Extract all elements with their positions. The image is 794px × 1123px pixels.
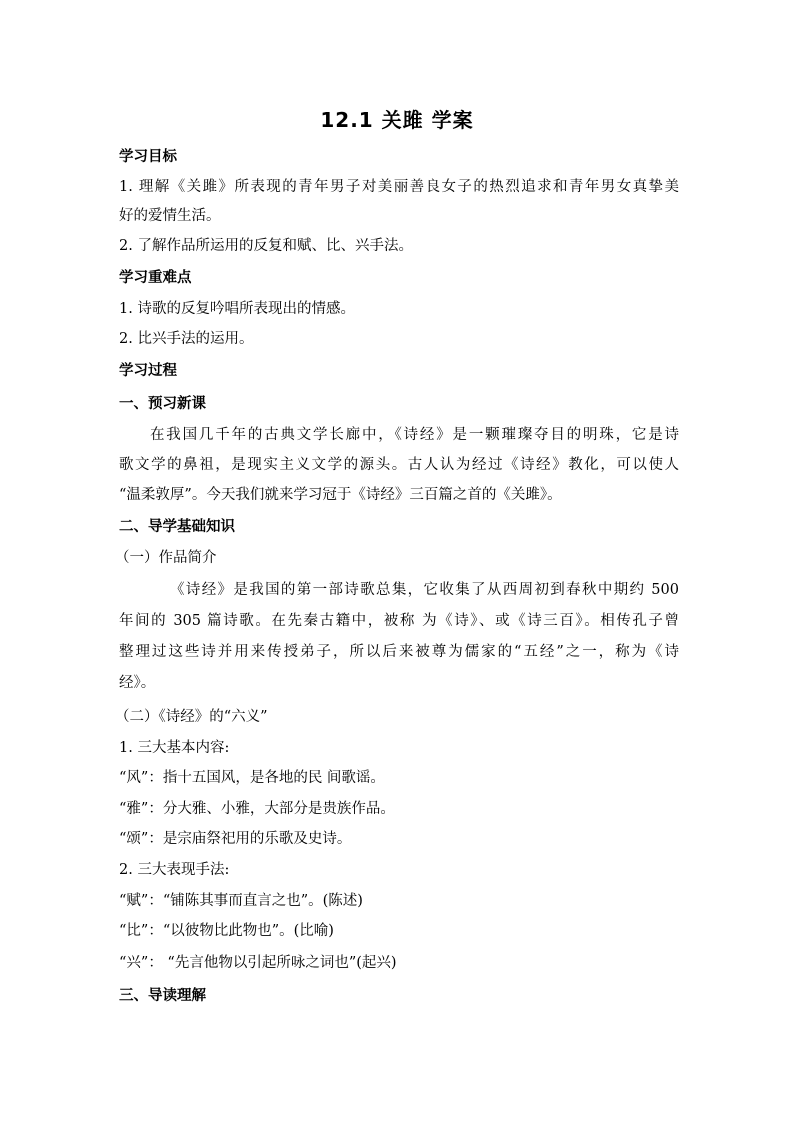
goal-2: 2. 了解作品所运用的反复和赋、比、兴手法。 xyxy=(119,238,413,254)
content-ya: “雅”：分大雅、小雅，大部分是贵族作品。 xyxy=(119,801,395,817)
section-2-heading: 二、导学基础知识 xyxy=(119,519,235,535)
preview-line-2: 歌文学的鼻祖，是现实主义文学的源头。古人认为经过《诗经》教化，可以使人 xyxy=(119,457,679,473)
intro-line-3: 整理过这些诗并用来传授弟子，所以后来被尊为儒家的“五经”之一，称为《诗 xyxy=(119,644,679,660)
technique-bi: “比”：“以彼物比此物也”。(比喻) xyxy=(119,923,334,939)
technique-heading: 2. 三大表现手法: xyxy=(119,862,230,878)
key-points-heading: 学习重难点 xyxy=(119,270,192,286)
intro-line-1: 《诗经》是我国的第一部诗歌总集，它收集了从西周初到春秋中期约 500 xyxy=(170,582,679,598)
goal-1-line-1: 1. 理解《关雎》所表现的青年男子对美丽善良女子的热烈追求和青年男女真挚美 xyxy=(119,179,679,195)
sub-1-heading: （一）作品简介 xyxy=(115,550,217,566)
intro-line-2: 年间的 305 篇诗歌。在先秦古籍中，被称 为《诗》、或《诗三百》。相传孔子曾 xyxy=(119,613,679,629)
intro-line-4: 经》。 xyxy=(119,675,156,691)
content-heading: 1. 三大基本内容: xyxy=(119,740,230,756)
section-1-heading: 一、预习新课 xyxy=(119,396,206,412)
goal-1-line-2: 好的爱情生活。 xyxy=(119,208,221,224)
page-title: 12.1 关雎 学案 xyxy=(320,108,474,132)
technique-xing: “兴”： “先言他物以引起所咏之词也”(起兴) xyxy=(119,955,397,971)
sub-2-heading: （二）《诗经》的“六义” xyxy=(115,709,268,725)
key-point-2: 2. 比兴手法的运用。 xyxy=(119,331,254,347)
goal-heading: 学习目标 xyxy=(119,149,177,165)
preview-line-3: “温柔敦厚”。今天我们就来学习冠于《诗经》三百篇之首的《关雎》。 xyxy=(119,487,562,503)
preview-line-1: 在我国几千年的古典文学长廊中，《诗经》是一颗璀璨夺目的明珠，它是诗 xyxy=(150,427,679,443)
technique-fu: “赋”：“铺陈其事而直言之也”。(陈述) xyxy=(119,893,363,909)
content-feng: “风”：指十五国风，是各地的民 间歌谣。 xyxy=(119,770,385,786)
key-point-1: 1. 诗歌的反复吟唱所表现出的情感。 xyxy=(119,301,355,317)
content-song: “颂”：是宗庙祭祀用的乐歌及史诗。 xyxy=(119,831,352,847)
process-heading: 学习过程 xyxy=(119,363,177,379)
section-3-heading: 三、导读理解 xyxy=(119,988,206,1004)
